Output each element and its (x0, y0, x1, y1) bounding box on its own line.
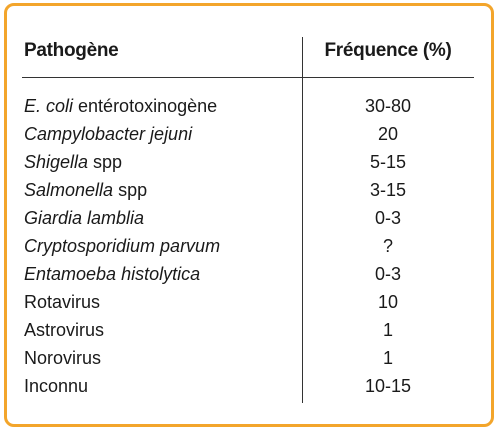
table-row (0, 120, 490, 148)
pathogen-name: Giardia lamblia (24, 208, 145, 228)
frequency-value: 10 (377, 292, 399, 312)
frequency-value: 20 (377, 124, 399, 144)
frequency-value: 0-3 (374, 208, 401, 228)
frequency-value: 1 (382, 348, 393, 368)
pathogen-name: Inconnu (24, 376, 89, 396)
pathogen-name: Salmonella spp (24, 180, 148, 200)
table-row (0, 148, 490, 176)
table-row (0, 176, 490, 204)
header-pathogen: Pathogène (24, 40, 119, 61)
table-row (0, 232, 490, 260)
table-row (0, 288, 490, 316)
table-row (0, 316, 490, 344)
table-row (0, 92, 490, 120)
header-rule (22, 77, 474, 78)
pathogen-name: Norovirus (24, 348, 102, 368)
frequency-value: 0-3 (374, 264, 401, 284)
frequency-value: 30-80 (364, 96, 412, 116)
pathogen-name: Shigella spp (24, 152, 123, 172)
pathogen-name: Astrovirus (24, 320, 105, 340)
frequency-value: 10-15 (364, 376, 412, 396)
pathogen-name: Entamoeba histolytica (24, 264, 201, 284)
table-row (0, 260, 490, 288)
header-frequency: Fréquence (%) (324, 40, 452, 61)
table-row (0, 204, 490, 232)
table-body (0, 92, 490, 400)
pathogen-name: E. coli entérotoxinogène (24, 96, 218, 116)
frequency-value: ? (382, 236, 393, 256)
pathogen-name: Rotavirus (24, 292, 101, 312)
table-row (0, 372, 490, 400)
frequency-value: 3-15 (369, 180, 407, 200)
pathogen-name: Cryptosporidium parvum (24, 236, 221, 256)
frequency-value: 5-15 (369, 152, 407, 172)
frequency-value: 1 (382, 320, 393, 340)
pathogen-name: Campylobacter jejuni (24, 124, 193, 144)
table-row (0, 344, 490, 372)
